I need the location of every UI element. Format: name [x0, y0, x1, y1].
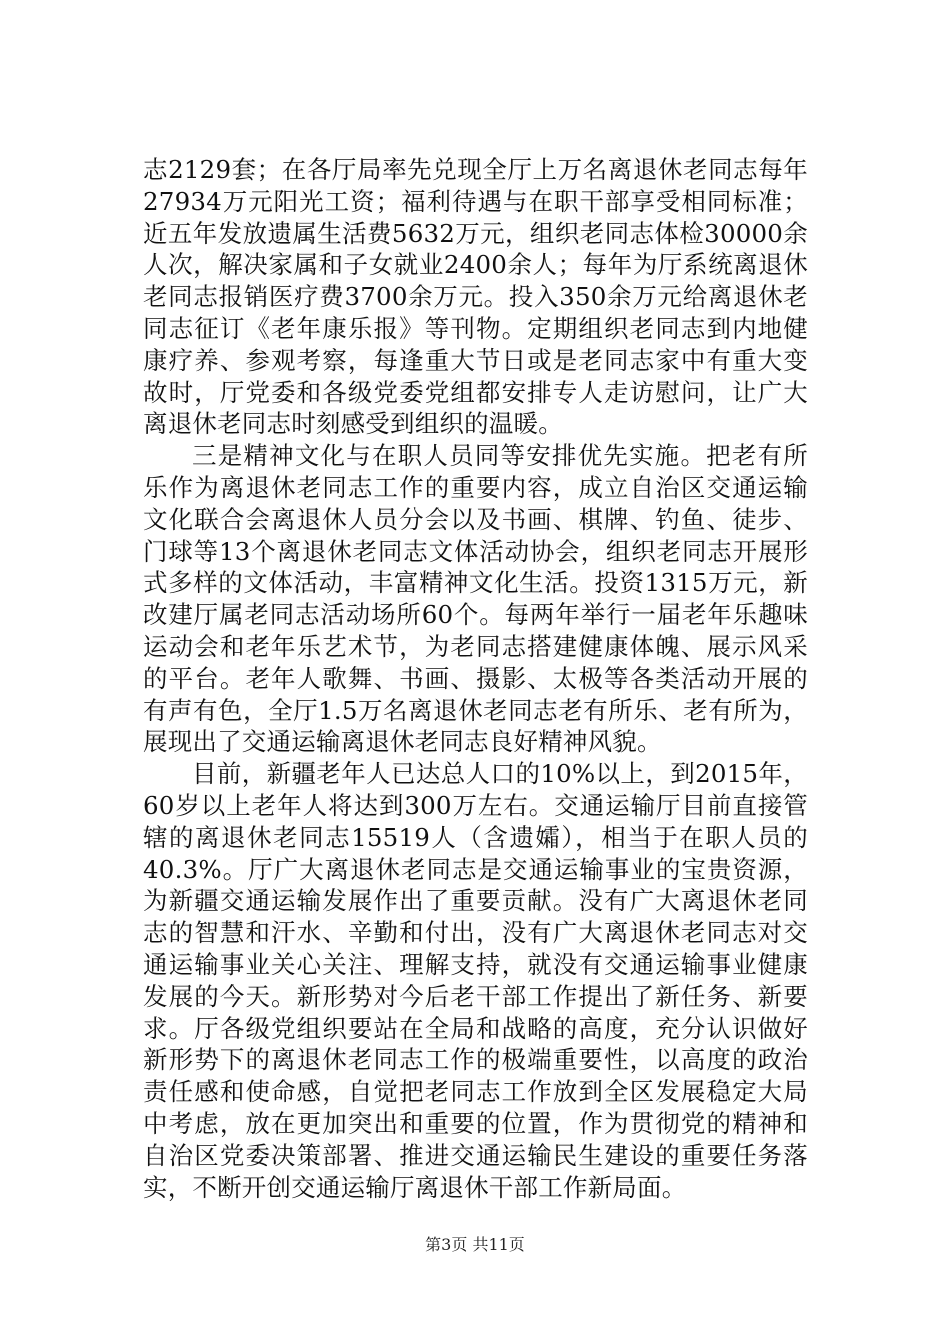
document-body — [143, 154, 808, 1203]
paragraph-spiritual-culture: 三是精神文化与在职人员同等安排优先实施。把老有所乐作为离退休老同志工作的重要内容，成立自治区交通运输文化联合会离退休人员分会以及书画、棋牌、钓鱼、徒步、门球等13个离退休老同志文体活动协会，组织老同志开展形式多样的文体活动，丰富精神文化生活。投资1315万元，新改建厅属老同志活动场所60个。每两年举行一届老年乐趣味运动会和老年乐艺术节，为老同志搭建健康体魄、展示风采的平台。老年人歌舞、书画、摄影、太极等各类活动开展的有声有色，全厅1.5万名离退休老同志老有所乐、老有所为，展现出了交通运输离退休老同志良好精神风貌。 — [143, 441, 808, 757]
paragraph-continuation: 志2129套；在各厅局率先兑现全厅上万名离退休老同志每年27934万元阳光工资；福利待遇与在职干部享受相同标准；近五年发放遗属生活费5632万元，组织老同志体检30000余人次，解决家属和子女就业2400余人；每年为厅系统离退休老同志报销医疗费3700余万元。投入350余万元给离退休老同志征订《老年康乐报》等刊物。定期组织老同志到内地健康疗养、参观考察，每逢重大节日或是老同志家中有重大变故时，厅党委和各级党委党组都安排专人走访慰问，让广大离退休老同志时刻感受到组织的温暖。 — [143, 155, 808, 439]
paragraph-current-situation: 目前，新疆老年人已达总人口的10%以上，到2015年，60岁以上老年人将达到300万左右。交通运输厅目前直接管辖的离退休老同志15519人（含遗孀），相当于在职人员的40.3%。厅广大离退休老同志是交通运输事业的宝贵资源，为新疆交通运输发展作出了重要贡献。没有广大离退休老同志的智慧和汗水、辛勤和付出，没有广大离退休老同志对交通运输事业关心关注、理解支持，就没有交通运输事业健康发展的今天。新形势对今后老干部工作提出了新任务、新要求。厅各级党组织要站在全局和战略的高度，充分认识做好新形势下的离退休老同志工作的极端重要性，以高度的政治责任感和使命感，自觉把老同志工作放到全区发展稳定大局中考虑，放在更加突出和重要的位置，作为贯彻党的精神和自治区党委决策部署、推进交通运输民生建设的重要任务落实，不断开创交通运输厅离退休干部工作新局面。 — [143, 759, 808, 1202]
page-number-footer: 第3页 共11页 — [425, 1235, 525, 1254]
